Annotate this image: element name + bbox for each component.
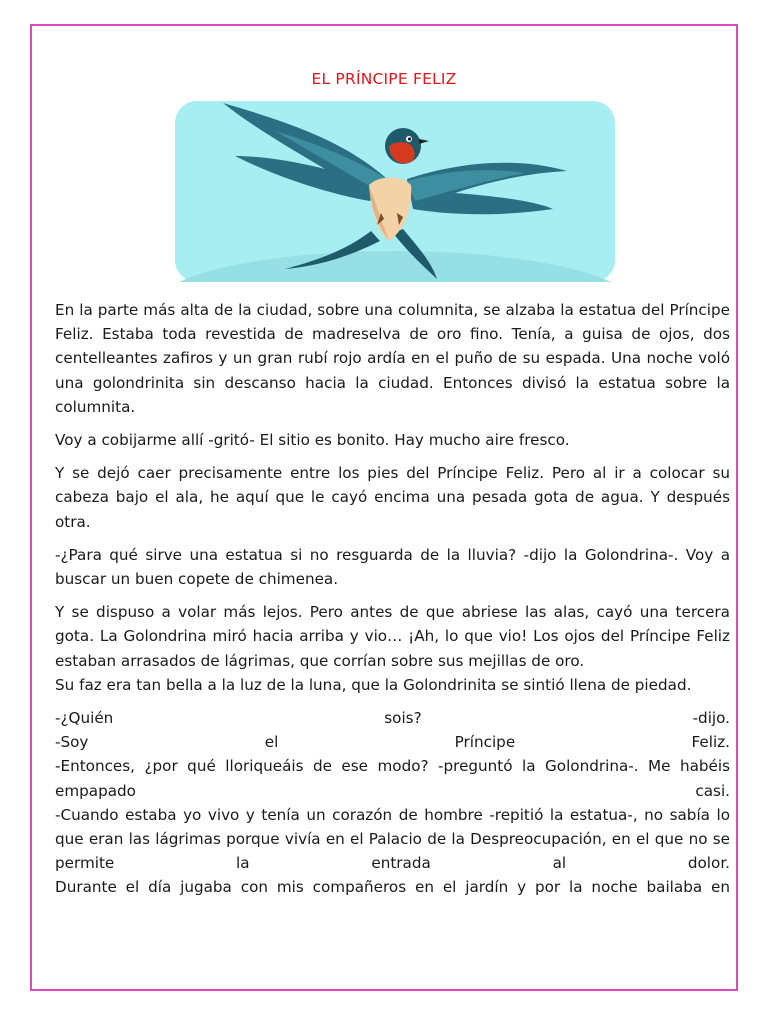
paragraph-5: Y se dispuso a volar más lejos. Pero antes de que abriese las alas, cayó una tercera gota. La Golondrina miró hacia arriba y vio… ¡Ah, lo que vio! Los ojos del Príncipe Feliz estaban arrasados de lágrimas, que corrían sobre sus mejillas de oro. bbox=[55, 603, 730, 670]
swallow-illustration bbox=[175, 101, 615, 282]
dialogue-line-2: -Soy el Príncipe Feliz. bbox=[55, 733, 730, 752]
dialogue-line-3: -Entonces, ¿por qué lloriqueáis de ese modo? -preguntó la Golondrina-. Me habéis empapado casi. bbox=[55, 757, 730, 800]
paragraph-4: -¿Para qué sirve una estatua si no resguarda de la lluvia? -dijo la Golondrina-. Voy a buscar un buen copete de chimenea. bbox=[55, 545, 730, 589]
paragraph-3: Y se dejó caer precisamente entre los pies del Príncipe Feliz. Pero al ir a colocar su cabeza bajo el ala, he aquí que le cayó encima una pesada gota de agua. Y después otra. bbox=[55, 464, 730, 531]
dialogue-line-4: -Cuando estaba yo vivo y tenía un corazón de hombre -repitió la estatua-, no sabía lo que eran las lágrimas porque vivía en el Palacio de la Despreocupación, en el que no se permite la entrada al dolor. bbox=[55, 805, 730, 873]
story-body bbox=[55, 298, 730, 900]
paragraph-2: Voy a cobijarme allí -gritó- El sitio es bonito. Hay mucho aire fresco. bbox=[55, 431, 570, 450]
page-title: EL PRÍNCIPE FELIZ bbox=[311, 70, 457, 88]
paragraph-5-group bbox=[55, 600, 730, 697]
dialogue-line-1: -¿Quién sois? -dijo. bbox=[55, 709, 730, 728]
dialogue-line-5: Durante el día jugaba con mis compañeros en el jardín y por la noche bailaba en bbox=[55, 878, 730, 897]
dialogue-block bbox=[55, 706, 730, 900]
paragraph-1: En la parte más alta de la ciudad, sobre una columnita, se alzaba la estatua del Príncipe Feliz. Estaba toda revestida de madreselva de oro fino. Tenía, a guisa de ojos, dos centelleantes zafiros y un gran rubí rojo ardía en el puño de su espada. Una noche voló una golondrinita sin descanso hacia la ciudad. Entonces divisó la estatua sobre la columnita. bbox=[55, 301, 730, 416]
paragraph-6: Su faz era tan bella a la luz de la luna, que la Golondrinita se sintió llena de piedad. bbox=[55, 675, 692, 694]
